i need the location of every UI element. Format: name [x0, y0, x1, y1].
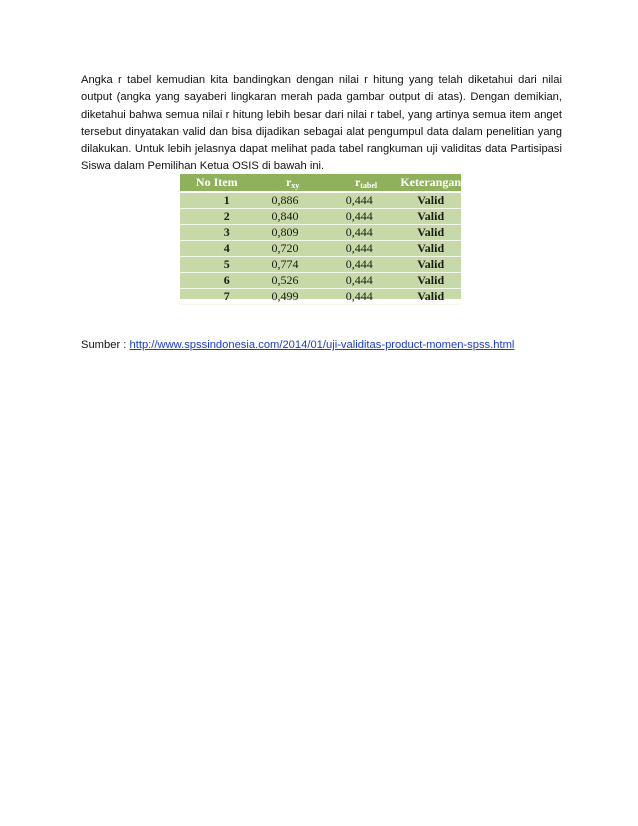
cell-rtabel: 0,444 [332, 289, 401, 305]
header-no-item: No Item [180, 174, 254, 192]
table-header-row [180, 174, 461, 192]
cell-rxy: 0,526 [254, 273, 332, 289]
cell-keterangan: Valid [400, 192, 461, 209]
body-paragraph: Angka r tabel kemudian kita bandingkan dengan nilai r hitung yang telah diketahui dari nilai output (angka yang sayaberi lingkaran merah pada gambar output di atas). Dengan demikian, diketahui bahwa semua nilai r hitung lebih besar dari nilai r tabel, yang artinya semua item anget tersebut dinyatakan valid dan bisa dijadikan sebagai alat pengumpul data dalam penelitian yang dilakukan. Untuk lebih jelasnya dapat melihat pada tabel rangkuman uji validitas data Partisipasi Siswa dalam Pemilihan Ketua OSIS di bawah ini. [81, 74, 562, 173]
table-row [180, 257, 461, 273]
cell-no: 2 [180, 209, 254, 225]
cell-rxy: 0,886 [254, 192, 332, 209]
table-row [180, 225, 461, 241]
cell-no: 7 [180, 289, 254, 305]
cell-rxy: 0,499 [254, 289, 332, 305]
cell-rtabel: 0,444 [332, 273, 401, 289]
cell-no: 1 [180, 192, 254, 209]
cell-rtabel: 0,444 [332, 192, 401, 209]
header-rxy-sub: xy [291, 181, 300, 190]
source-label: Sumber : [81, 339, 130, 351]
cell-rxy: 0,809 [254, 225, 332, 241]
table-row [180, 209, 461, 225]
cell-rxy: 0,840 [254, 209, 332, 225]
table-row [180, 289, 461, 305]
validity-table [180, 174, 461, 305]
cell-keterangan: Valid [400, 209, 461, 225]
cell-keterangan: Valid [400, 241, 461, 257]
table-row [180, 241, 461, 257]
cell-rtabel: 0,444 [332, 225, 401, 241]
source-line [81, 339, 514, 351]
header-rxy [254, 174, 332, 192]
cell-keterangan: Valid [400, 289, 461, 305]
cell-rxy: 0,774 [254, 257, 332, 273]
cell-rxy: 0,720 [254, 241, 332, 257]
cell-keterangan: Valid [400, 273, 461, 289]
validity-table-image [180, 174, 461, 303]
header-rxy-main: r [285, 175, 292, 189]
cell-rtabel: 0,444 [332, 241, 401, 257]
cell-no: 4 [180, 241, 254, 257]
cell-rtabel: 0,444 [332, 209, 401, 225]
cell-no: 5 [180, 257, 254, 273]
header-rtabel [332, 174, 401, 192]
table-row [180, 273, 461, 289]
cell-rtabel: 0,444 [332, 257, 401, 273]
header-keterangan: Keterangan [400, 174, 461, 192]
cell-no: 6 [180, 273, 254, 289]
cell-no: 3 [180, 225, 254, 241]
header-rtabel-main: r [354, 175, 361, 189]
cell-keterangan: Valid [400, 225, 461, 241]
source-link[interactable]: http://www.spssindonesia.com/2014/01/uji-validitas-product-momen-spss.html [129, 339, 515, 351]
cell-keterangan: Valid [400, 257, 461, 273]
table-row [180, 192, 461, 209]
header-rtabel-sub: tabel [360, 181, 378, 190]
